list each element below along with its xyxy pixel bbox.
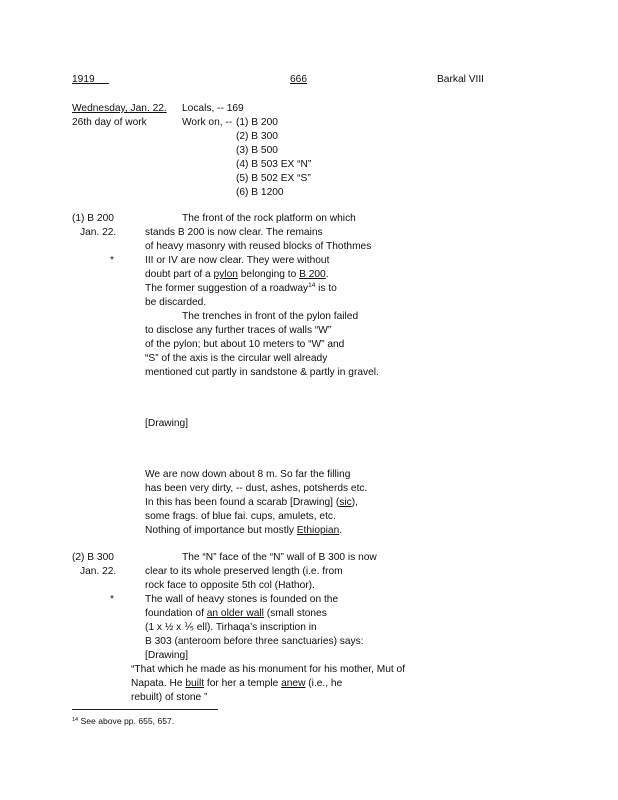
s1-line: of heavy masonry with reused blocks of Thothmes [145,241,372,252]
drawing-placeholder: [Drawing] [145,418,189,429]
footnote-marker: 14 [72,717,79,723]
s2-line: B 303 (anteroom before three sanctuaries) says: [145,636,364,647]
s2-line: The wall of heavy stones is founded on the [145,594,339,605]
s2-line: (1 x ½ x ⅕ ell). Tirhaqa’s inscription in [145,622,317,633]
quote-line: “That which he made as his monument for his mother, Mut of [131,664,406,675]
underlined-word: anew [281,678,306,689]
section1-star: * [110,255,114,266]
s1-line: mentioned cut partly in sandstone & partly in gravel. [145,367,379,378]
s1-line: “S” of the axis is the circular well already [145,353,328,364]
underlined-word: an older wall [206,608,264,619]
s1-line: In this has been found a scarab [Drawing] (sic), [145,497,358,508]
footnote: $^{14}$ See above pp. 655, 657. [72,716,175,726]
s1-line: be discarded. [145,297,207,308]
s2-line: foundation of an older wall (small stones [145,608,327,619]
underlined-word: B 200 [299,269,326,280]
work-item-4: (4) B 503 EX “N” [236,159,312,170]
underlined-word: pylon [213,269,238,280]
work-item-3: (3) B 500 [236,145,278,156]
underlined-word: built [185,678,205,689]
s1-line: some frags. of blue fai. cups, amulets, etc. [145,511,336,522]
section2-star: * [110,594,114,605]
locals-count: Locals, -- 169 [182,103,244,114]
quote-line: Napata. He built for her a temple anew (i.e., he [131,678,343,689]
section1-date: Jan. 22. [80,227,117,238]
s1-line: The former suggestion of a roadway$^{14}$ is to [145,282,337,294]
section2-date: Jan. 22. [80,566,117,577]
underlined-word: Ethiopian [296,525,340,536]
work-item-5: (5) B 502 EX “S” [236,173,311,184]
underlined-word: sic [339,497,352,508]
entry-day: Wednesday, Jan. 22. [72,103,167,114]
s1-line: of the pylon; but about 10 meters to “W” and [145,339,345,350]
section2-heading: (2) B 300 [72,552,114,563]
s2-line: clear to its whole preserved length (i.e. from [145,566,343,577]
s1-line: to disclose any further traces of walls “W” [145,325,332,336]
header-year: 1919 [72,74,95,85]
section1-heading: (1) B 200 [72,213,114,224]
header-page-number: 666 [290,74,307,85]
drawing-placeholder: [Drawing] [145,650,189,661]
s2-line: rock face to opposite 5th col (Hathor). [145,580,315,591]
footnote-ref: 14 [308,282,316,289]
quote-line: rebuilt) of stone ” [131,692,208,703]
s2-line: The “N” face of the “N” wall of B 300 is now [182,552,377,563]
s1-line: The front of the rock platform on which [182,213,356,224]
work-on-label: Work on, -- [182,117,233,128]
work-item-6: (6) B 1200 [236,187,284,198]
s1-line: stands B 200 is now clear. The remains [145,227,323,238]
s1-line: Nothing of importance but mostly Ethiopian. [145,525,343,536]
s1-line: doubt part of a pylon belonging to B 200. [145,269,329,280]
s1-line: has been very dirty, -- dust, ashes, potsherds etc. [145,483,368,494]
work-item-1: (1) B 200 [236,117,278,128]
work-item-2: (2) B 300 [236,131,278,142]
s1-line: III or IV are now clear. They were without [145,255,330,266]
footnote-rule [72,709,218,710]
s1-line: The trenches in front of the pylon failed [182,311,359,322]
s1-line: We are now down about 8 m. So far the filling [145,469,351,480]
header-volume: Barkal VIII [437,74,484,85]
entry-work-day: 26th day of work [72,117,147,128]
